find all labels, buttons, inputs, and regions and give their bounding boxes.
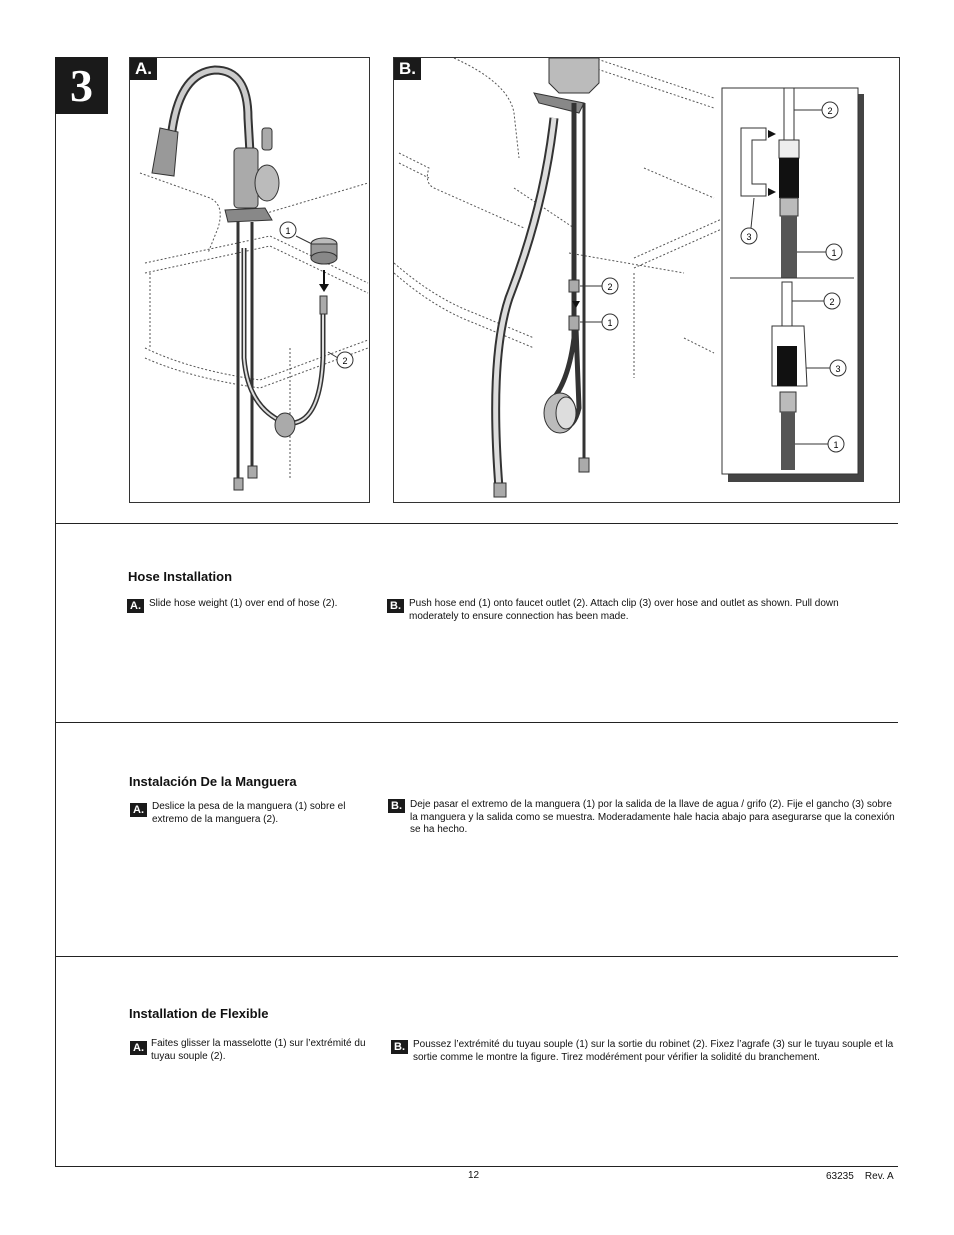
instruction-a-french: Faites glisser la masselotte (1) sur l’extrémité du tuyau souple (2). (151, 1038, 366, 1062)
section-title-spanish: Instalación De la Manguera (129, 774, 297, 789)
instruction-a-spanish: Deslice la pesa de la manguera (1) sobre el extremo de la manguera (2). (152, 801, 346, 825)
inset-callout-1: 1 (831, 248, 837, 258)
badge-a: A. (130, 803, 147, 817)
section-title-french: Installation de Flexible (129, 1006, 269, 1021)
badge-a: A. (130, 1041, 147, 1055)
figure-a-panel (129, 57, 370, 503)
figure-b-panel (393, 57, 900, 503)
section-rule (55, 523, 898, 524)
instruction-b-spanish: Deje pasar el extremo de la manguera (1) por la salida de la llave de agua / grifo (2). Fije el gancho (3) sobre la manguera y la salida como se muestra. Moderadamente hale hacia abajo para asegurarse que la conexión se ha hecho. (410, 799, 895, 835)
left-rule (55, 114, 56, 1167)
figure-a-illustration (130, 58, 369, 502)
section-rule (55, 722, 898, 723)
instruction-b-french: Poussez l’extrémité du tuyau souple (1) sur la sortie du robinet (2). Fixez l’agrafe (3) sur le tuyau souple et la sortie comme le montre la figure. Tirez modérément pour vérifier la solidité du branchement. (413, 1039, 894, 1063)
badge-b: B. (387, 599, 404, 613)
callout-2: 2 (607, 282, 613, 292)
instruction-a-english: Slide hose weight (1) over end of hose (2). (149, 598, 338, 609)
section-rule (55, 956, 898, 957)
instruction-b-english: Push hose end (1) onto faucet outlet (2). Attach clip (3) over hose and outlet as shown. Pull down moderately to ensure connection has been made. (409, 598, 839, 622)
section-rule (55, 1166, 898, 1167)
badge-b: B. (388, 799, 405, 813)
inset-callout-3b: 3 (835, 364, 841, 374)
step-number: 3 (55, 57, 108, 114)
inset-callout-2b: 2 (829, 297, 835, 307)
inset-callout-2: 2 (827, 106, 833, 116)
figure-b-illustration (394, 58, 899, 502)
page-number: 12 (468, 1170, 480, 1181)
figure-b-label: B. (394, 58, 421, 80)
badge-b: B. (391, 1040, 408, 1054)
badge-a: A. (127, 599, 144, 613)
inset-callout-1b: 1 (833, 440, 839, 450)
inset-callout-3: 3 (746, 232, 752, 242)
section-title-english: Hose Installation (128, 569, 233, 584)
callout-2: 2 (342, 356, 348, 366)
callout-1: 1 (607, 318, 613, 328)
figure-a-label: A. (130, 58, 157, 80)
callout-1: 1 (285, 226, 291, 236)
document-id: 63235 Rev. A (826, 1171, 894, 1182)
